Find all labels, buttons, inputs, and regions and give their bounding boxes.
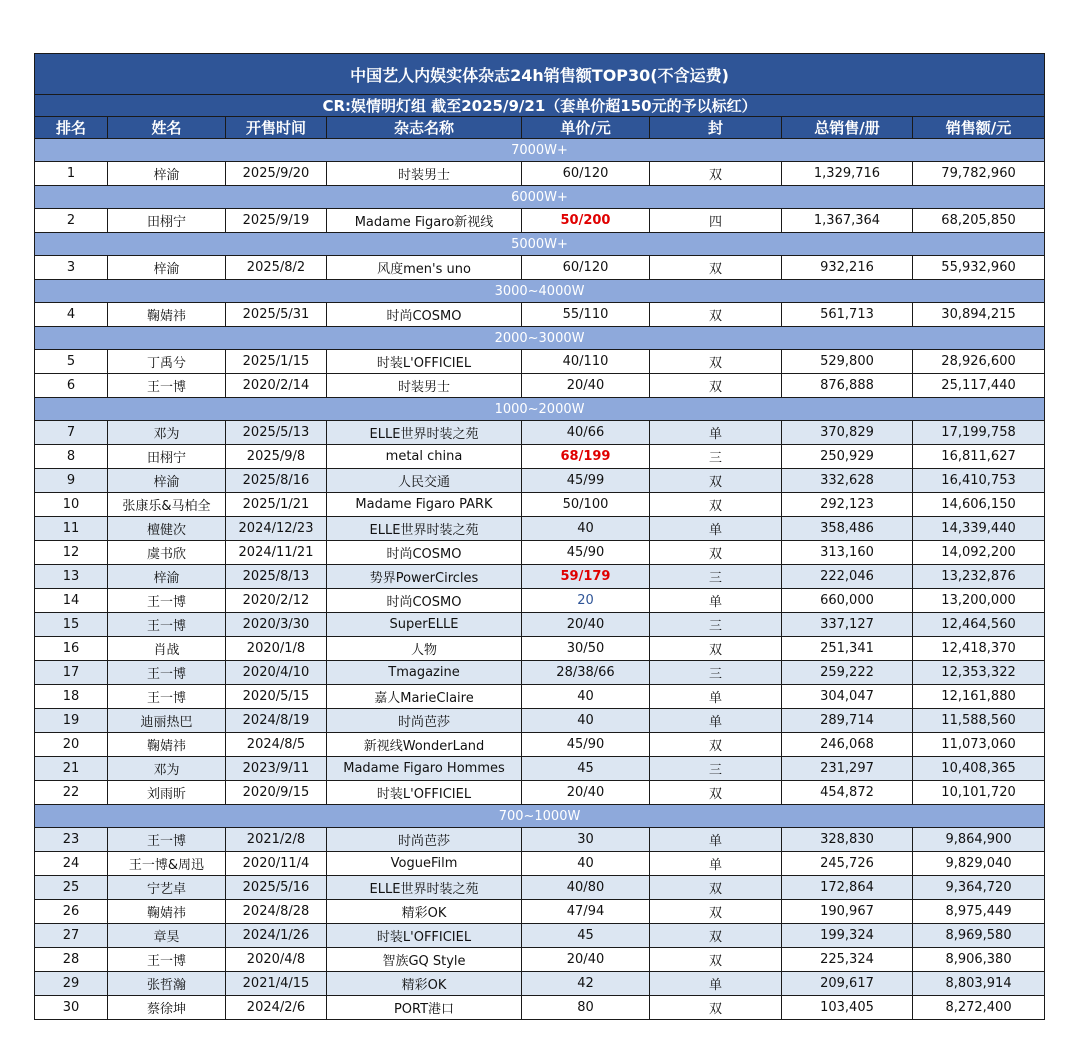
cell-date: 2020/2/12	[226, 589, 327, 613]
cell-sales: 10,101,720	[913, 781, 1045, 805]
cell-cover: 四	[650, 209, 782, 233]
table-row	[35, 374, 1045, 398]
cell-cover: 三	[650, 565, 782, 589]
cell-copies: 231,297	[782, 757, 913, 781]
cell-magazine: 时尚芭莎	[327, 828, 522, 852]
cell-name: 张哲瀚	[108, 972, 226, 996]
header-row	[35, 117, 1045, 139]
cell-magazine: Madame Figaro PARK	[327, 493, 522, 517]
cell-date: 2020/2/14	[226, 374, 327, 398]
cell-sales: 9,829,040	[913, 852, 1045, 876]
header-price: 单价/元	[522, 117, 650, 139]
cell-copies: 304,047	[782, 685, 913, 709]
table-row	[35, 469, 1045, 493]
cell-sales: 11,073,060	[913, 733, 1045, 757]
group-row	[35, 280, 1045, 303]
cell-sales: 17,199,758	[913, 421, 1045, 445]
cell-name: 檀健次	[108, 517, 226, 541]
cell-name: 王一博	[108, 685, 226, 709]
cell-price: 45	[522, 924, 650, 948]
cell-rank: 27	[35, 924, 108, 948]
cell-date: 2020/1/8	[226, 637, 327, 661]
cell-rank: 19	[35, 709, 108, 733]
cell-cover: 双	[650, 469, 782, 493]
cell-rank: 4	[35, 303, 108, 327]
cell-magazine: PORT港口	[327, 996, 522, 1020]
header-cover: 封	[650, 117, 782, 139]
cell-sales: 9,864,900	[913, 828, 1045, 852]
cell-date: 2025/8/16	[226, 469, 327, 493]
cell-magazine: 时尚COSMO	[327, 589, 522, 613]
cell-price: 55/110	[522, 303, 650, 327]
cell-price: 45/90	[522, 733, 650, 757]
cell-copies: 292,123	[782, 493, 913, 517]
cell-date: 2020/9/15	[226, 781, 327, 805]
cell-copies: 222,046	[782, 565, 913, 589]
cell-rank: 24	[35, 852, 108, 876]
cell-price: 20	[522, 589, 650, 613]
cell-date: 2025/1/15	[226, 350, 327, 374]
table-body	[35, 139, 1045, 1020]
table-row	[35, 256, 1045, 280]
cell-sales: 25,117,440	[913, 374, 1045, 398]
cell-sales: 14,606,150	[913, 493, 1045, 517]
cell-date: 2020/5/15	[226, 685, 327, 709]
cell-magazine: 智族GQ Style	[327, 948, 522, 972]
group-row	[35, 139, 1045, 162]
sales-table-container	[34, 53, 1044, 1020]
cell-magazine: 时装L'OFFICIEL	[327, 781, 522, 805]
cell-sales: 30,894,215	[913, 303, 1045, 327]
cell-price: 60/120	[522, 256, 650, 280]
cell-cover: 双	[650, 781, 782, 805]
cell-name: 王一博	[108, 948, 226, 972]
cell-magazine: 势界PowerCircles	[327, 565, 522, 589]
cell-cover: 双	[650, 637, 782, 661]
cell-price: 40	[522, 517, 650, 541]
cell-magazine: 时装L'OFFICIEL	[327, 924, 522, 948]
table-row	[35, 565, 1045, 589]
cell-date: 2024/1/26	[226, 924, 327, 948]
cell-cover: 双	[650, 541, 782, 565]
header-sales: 销售额/元	[913, 117, 1045, 139]
cell-price: 45	[522, 757, 650, 781]
cell-cover: 双	[650, 900, 782, 924]
cell-magazine: ELLE世界时装之苑	[327, 876, 522, 900]
cell-date: 2025/8/13	[226, 565, 327, 589]
cell-date: 2025/9/20	[226, 162, 327, 186]
cell-date: 2025/8/2	[226, 256, 327, 280]
cell-name: 张康乐&马柏全	[108, 493, 226, 517]
table-row	[35, 613, 1045, 637]
cell-copies: 199,324	[782, 924, 913, 948]
cell-name: 宁艺卓	[108, 876, 226, 900]
cell-name: 梓渝	[108, 162, 226, 186]
cell-name: 梓渝	[108, 256, 226, 280]
cell-price: 59/179	[522, 565, 650, 589]
cell-sales: 16,811,627	[913, 445, 1045, 469]
cell-rank: 1	[35, 162, 108, 186]
group-label: 1000~2000W	[35, 398, 1045, 421]
cell-price: 40/110	[522, 350, 650, 374]
cell-copies: 332,628	[782, 469, 913, 493]
cell-sales: 14,339,440	[913, 517, 1045, 541]
cell-name: 王一博	[108, 374, 226, 398]
cell-sales: 8,906,380	[913, 948, 1045, 972]
cell-date: 2020/4/10	[226, 661, 327, 685]
table-row	[35, 162, 1045, 186]
cell-magazine: 时尚COSMO	[327, 303, 522, 327]
cell-magazine: VogueFilm	[327, 852, 522, 876]
cell-copies: 172,864	[782, 876, 913, 900]
cell-price: 60/120	[522, 162, 650, 186]
cell-date: 2024/11/21	[226, 541, 327, 565]
cell-copies: 370,829	[782, 421, 913, 445]
cell-sales: 8,803,914	[913, 972, 1045, 996]
cell-cover: 单	[650, 421, 782, 445]
cell-rank: 7	[35, 421, 108, 445]
header-copies: 总销售/册	[782, 117, 913, 139]
cell-sales: 68,205,850	[913, 209, 1045, 233]
table-row	[35, 637, 1045, 661]
cell-cover: 双	[650, 996, 782, 1020]
cell-copies: 190,967	[782, 900, 913, 924]
table-row	[35, 517, 1045, 541]
cell-copies: 932,216	[782, 256, 913, 280]
cell-cover: 单	[650, 828, 782, 852]
cell-sales: 55,932,960	[913, 256, 1045, 280]
table-row	[35, 589, 1045, 613]
group-row	[35, 233, 1045, 256]
cell-sales: 8,969,580	[913, 924, 1045, 948]
cell-rank: 8	[35, 445, 108, 469]
table-row	[35, 493, 1045, 517]
cell-date: 2024/8/28	[226, 900, 327, 924]
table-row	[35, 733, 1045, 757]
cell-cover: 双	[650, 256, 782, 280]
cell-name: 肖战	[108, 637, 226, 661]
cell-magazine: 时装男士	[327, 162, 522, 186]
cell-price: 50/200	[522, 209, 650, 233]
cell-magazine: 时尚COSMO	[327, 541, 522, 565]
table-row	[35, 303, 1045, 327]
cell-copies: 209,617	[782, 972, 913, 996]
group-label: 7000W+	[35, 139, 1045, 162]
cell-price: 68/199	[522, 445, 650, 469]
cell-magazine: 时装男士	[327, 374, 522, 398]
cell-name: 王一博	[108, 661, 226, 685]
cell-price: 20/40	[522, 374, 650, 398]
cell-cover: 三	[650, 613, 782, 637]
cell-sales: 12,353,322	[913, 661, 1045, 685]
group-row	[35, 186, 1045, 209]
table-row	[35, 757, 1045, 781]
cell-copies: 289,714	[782, 709, 913, 733]
cell-price: 45/99	[522, 469, 650, 493]
cell-name: 鞠婧祎	[108, 733, 226, 757]
table-row	[35, 350, 1045, 374]
cell-copies: 876,888	[782, 374, 913, 398]
cell-name: 邓为	[108, 757, 226, 781]
cell-rank: 22	[35, 781, 108, 805]
group-label: 2000~3000W	[35, 327, 1045, 350]
cell-copies: 246,068	[782, 733, 913, 757]
cell-price: 28/38/66	[522, 661, 650, 685]
cell-rank: 13	[35, 565, 108, 589]
cell-magazine: 人物	[327, 637, 522, 661]
group-label: 3000~4000W	[35, 280, 1045, 303]
table-row	[35, 661, 1045, 685]
cell-cover: 双	[650, 350, 782, 374]
group-label: 700~1000W	[35, 805, 1045, 828]
cell-magazine: 新视线WonderLand	[327, 733, 522, 757]
header-rank: 排名	[35, 117, 108, 139]
cell-magazine: ELLE世界时装之苑	[327, 517, 522, 541]
header-name: 姓名	[108, 117, 226, 139]
cell-magazine: ELLE世界时装之苑	[327, 421, 522, 445]
cell-cover: 单	[650, 852, 782, 876]
cell-rank: 25	[35, 876, 108, 900]
cell-cover: 三	[650, 757, 782, 781]
cell-name: 刘雨昕	[108, 781, 226, 805]
cell-date: 2025/9/19	[226, 209, 327, 233]
cell-rank: 5	[35, 350, 108, 374]
group-label: 5000W+	[35, 233, 1045, 256]
cell-date: 2025/1/21	[226, 493, 327, 517]
cell-copies: 1,367,364	[782, 209, 913, 233]
cell-copies: 561,713	[782, 303, 913, 327]
table-row	[35, 852, 1045, 876]
cell-cover: 双	[650, 303, 782, 327]
cell-magazine: Madame Figaro新视线	[327, 209, 522, 233]
cell-name: 邓为	[108, 421, 226, 445]
cell-cover: 双	[650, 493, 782, 517]
cell-magazine: 精彩OK	[327, 972, 522, 996]
cell-rank: 11	[35, 517, 108, 541]
cell-date: 2021/2/8	[226, 828, 327, 852]
cell-rank: 16	[35, 637, 108, 661]
cell-rank: 15	[35, 613, 108, 637]
cell-rank: 3	[35, 256, 108, 280]
cell-magazine: 时装L'OFFICIEL	[327, 350, 522, 374]
cell-magazine: 时尚芭莎	[327, 709, 522, 733]
cell-cover: 单	[650, 589, 782, 613]
cell-date: 2025/5/31	[226, 303, 327, 327]
cell-price: 20/40	[522, 948, 650, 972]
cell-copies: 245,726	[782, 852, 913, 876]
sales-table	[34, 53, 1045, 1020]
cell-name: 虞书欣	[108, 541, 226, 565]
cell-price: 30/50	[522, 637, 650, 661]
cell-sales: 10,408,365	[913, 757, 1045, 781]
cell-price: 40	[522, 852, 650, 876]
header-date: 开售时间	[226, 117, 327, 139]
cell-name: 章昊	[108, 924, 226, 948]
cell-sales: 12,418,370	[913, 637, 1045, 661]
cell-date: 2025/5/16	[226, 876, 327, 900]
table-row	[35, 996, 1045, 1020]
cell-name: 鞠婧祎	[108, 303, 226, 327]
cell-name: 鞠婧祎	[108, 900, 226, 924]
cell-price: 47/94	[522, 900, 650, 924]
cell-rank: 30	[35, 996, 108, 1020]
table-row	[35, 972, 1045, 996]
cell-copies: 529,800	[782, 350, 913, 374]
cell-name: 王一博	[108, 828, 226, 852]
cell-copies: 328,830	[782, 828, 913, 852]
cell-sales: 13,232,876	[913, 565, 1045, 589]
header-magazine: 杂志名称	[327, 117, 522, 139]
cell-name: 田栩宁	[108, 209, 226, 233]
table-row	[35, 709, 1045, 733]
group-row	[35, 398, 1045, 421]
cell-cover: 单	[650, 972, 782, 996]
table-row	[35, 685, 1045, 709]
cell-rank: 18	[35, 685, 108, 709]
cell-magazine: 人民交通	[327, 469, 522, 493]
cell-price: 40/80	[522, 876, 650, 900]
cell-rank: 29	[35, 972, 108, 996]
cell-rank: 20	[35, 733, 108, 757]
cell-magazine: 风度men's uno	[327, 256, 522, 280]
cell-copies: 259,222	[782, 661, 913, 685]
cell-magazine: Madame Figaro Hommes	[327, 757, 522, 781]
cell-name: 王一博&周迅	[108, 852, 226, 876]
cell-rank: 12	[35, 541, 108, 565]
cell-name: 王一博	[108, 613, 226, 637]
cell-cover: 单	[650, 517, 782, 541]
cell-price: 42	[522, 972, 650, 996]
cell-cover: 双	[650, 948, 782, 972]
table-row	[35, 445, 1045, 469]
cell-price: 50/100	[522, 493, 650, 517]
group-label: 6000W+	[35, 186, 1045, 209]
cell-rank: 26	[35, 900, 108, 924]
cell-date: 2025/9/8	[226, 445, 327, 469]
cell-cover: 双	[650, 162, 782, 186]
cell-cover: 双	[650, 733, 782, 757]
cell-date: 2024/8/19	[226, 709, 327, 733]
table-row	[35, 541, 1045, 565]
cell-magazine: 精彩OK	[327, 900, 522, 924]
cell-cover: 双	[650, 374, 782, 398]
cell-rank: 10	[35, 493, 108, 517]
cell-cover: 三	[650, 661, 782, 685]
table-subtitle: CR:娱情明灯组 截至2025/9/21（套单价超150元的予以标红）	[35, 95, 1045, 117]
cell-name: 梓渝	[108, 469, 226, 493]
cell-sales: 9,364,720	[913, 876, 1045, 900]
cell-sales: 13,200,000	[913, 589, 1045, 613]
cell-sales: 12,464,560	[913, 613, 1045, 637]
cell-price: 20/40	[522, 781, 650, 805]
cell-copies: 103,405	[782, 996, 913, 1020]
cell-sales: 8,272,400	[913, 996, 1045, 1020]
table-row	[35, 421, 1045, 445]
group-row	[35, 327, 1045, 350]
cell-price: 40	[522, 709, 650, 733]
cell-copies: 313,160	[782, 541, 913, 565]
cell-price: 40/66	[522, 421, 650, 445]
cell-copies: 358,486	[782, 517, 913, 541]
cell-sales: 8,975,449	[913, 900, 1045, 924]
cell-price: 45/90	[522, 541, 650, 565]
cell-rank: 14	[35, 589, 108, 613]
cell-copies: 250,929	[782, 445, 913, 469]
cell-sales: 79,782,960	[913, 162, 1045, 186]
cell-date: 2020/4/8	[226, 948, 327, 972]
cell-rank: 21	[35, 757, 108, 781]
cell-copies: 225,324	[782, 948, 913, 972]
cell-name: 梓渝	[108, 565, 226, 589]
cell-date: 2021/4/15	[226, 972, 327, 996]
cell-date: 2020/3/30	[226, 613, 327, 637]
cell-cover: 单	[650, 709, 782, 733]
cell-name: 迪丽热巴	[108, 709, 226, 733]
cell-magazine: metal china	[327, 445, 522, 469]
cell-cover: 双	[650, 876, 782, 900]
cell-sales: 16,410,753	[913, 469, 1045, 493]
cell-rank: 2	[35, 209, 108, 233]
cell-rank: 17	[35, 661, 108, 685]
cell-cover: 三	[650, 445, 782, 469]
table-row	[35, 876, 1045, 900]
cell-price: 80	[522, 996, 650, 1020]
cell-rank: 23	[35, 828, 108, 852]
cell-copies: 660,000	[782, 589, 913, 613]
cell-copies: 1,329,716	[782, 162, 913, 186]
cell-date: 2024/2/6	[226, 996, 327, 1020]
table-row	[35, 948, 1045, 972]
cell-copies: 454,872	[782, 781, 913, 805]
cell-name: 蔡徐坤	[108, 996, 226, 1020]
table-row	[35, 924, 1045, 948]
cell-copies: 251,341	[782, 637, 913, 661]
cell-magazine: Tmagazine	[327, 661, 522, 685]
table-row	[35, 900, 1045, 924]
cell-sales: 11,588,560	[913, 709, 1045, 733]
cell-date: 2024/8/5	[226, 733, 327, 757]
table-title: 中国艺人内娱实体杂志24h销售额TOP30(不含运费)	[35, 54, 1045, 95]
cell-sales: 14,092,200	[913, 541, 1045, 565]
cell-rank: 28	[35, 948, 108, 972]
cell-magazine: 嘉人MarieClaire	[327, 685, 522, 709]
table-row	[35, 781, 1045, 805]
cell-date: 2023/9/11	[226, 757, 327, 781]
cell-price: 40	[522, 685, 650, 709]
cell-price: 20/40	[522, 613, 650, 637]
cell-price: 30	[522, 828, 650, 852]
cell-cover: 双	[650, 924, 782, 948]
cell-sales: 28,926,600	[913, 350, 1045, 374]
cell-sales: 12,161,880	[913, 685, 1045, 709]
cell-cover: 单	[650, 685, 782, 709]
group-row	[35, 805, 1045, 828]
cell-magazine: SuperELLE	[327, 613, 522, 637]
cell-rank: 9	[35, 469, 108, 493]
cell-date: 2024/12/23	[226, 517, 327, 541]
cell-name: 丁禹兮	[108, 350, 226, 374]
cell-copies: 337,127	[782, 613, 913, 637]
cell-name: 王一博	[108, 589, 226, 613]
cell-date: 2020/11/4	[226, 852, 327, 876]
cell-rank: 6	[35, 374, 108, 398]
cell-date: 2025/5/13	[226, 421, 327, 445]
table-row	[35, 828, 1045, 852]
cell-name: 田栩宁	[108, 445, 226, 469]
table-row	[35, 209, 1045, 233]
